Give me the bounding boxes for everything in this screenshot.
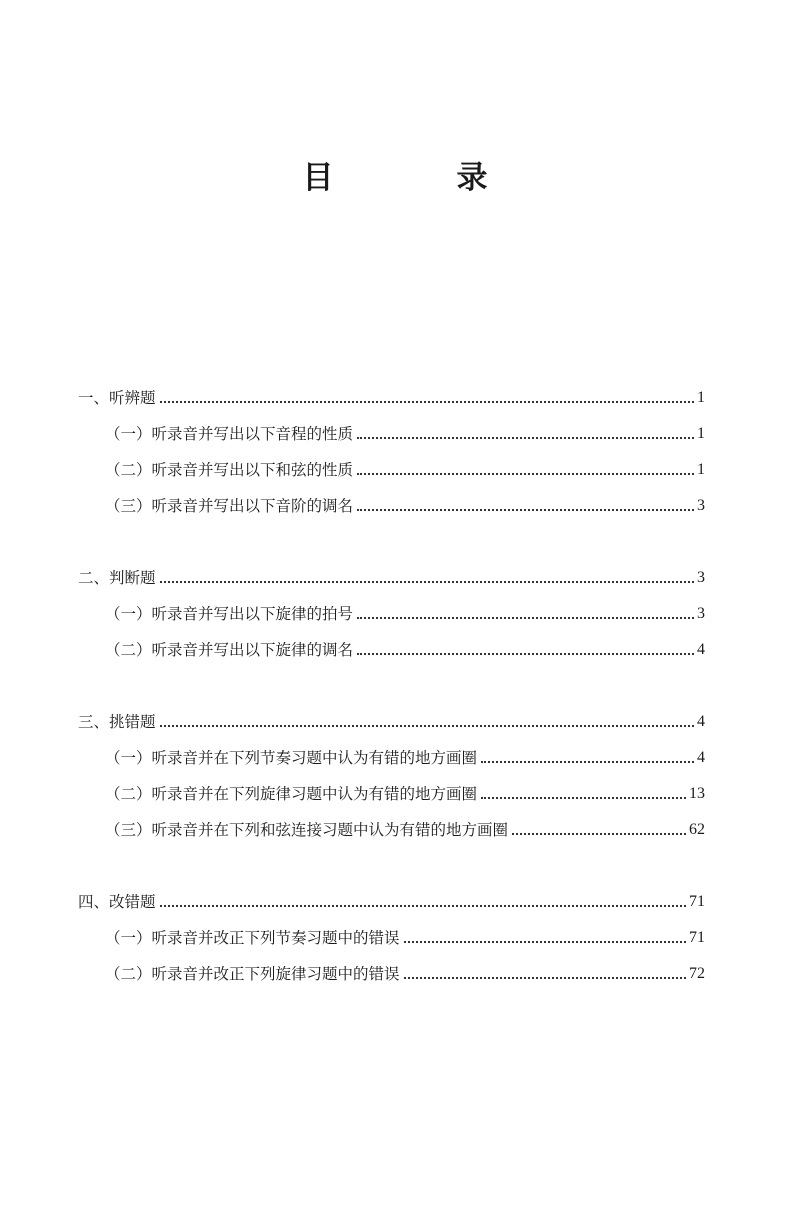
- toc-entry-label: （一）听录音并写出以下音程的性质: [105, 425, 354, 443]
- toc-page-number: 1: [697, 461, 705, 478]
- toc-subentry[interactable]: [78, 912, 705, 948]
- toc-page-number: 71: [689, 893, 705, 910]
- toc-page-number: 3: [697, 605, 705, 622]
- toc-subentry[interactable]: [78, 408, 705, 444]
- dot-leader: [357, 473, 694, 475]
- toc-entry-label: 三、挑错题: [78, 713, 156, 731]
- toc-page-number: 62: [689, 821, 705, 838]
- dot-leader: [160, 401, 694, 403]
- toc-section-1: [78, 372, 705, 516]
- toc-section-3: [78, 696, 705, 840]
- toc-subentry[interactable]: [78, 444, 705, 480]
- toc-subentry[interactable]: [78, 768, 705, 804]
- toc-subentry[interactable]: [78, 804, 705, 840]
- dot-leader: [357, 437, 694, 439]
- toc-subentry[interactable]: [78, 588, 705, 624]
- toc-entry-label: （三）听录音并在下列和弦连接习题中认为有错的地方画圈: [105, 821, 509, 839]
- dot-leader: [357, 617, 694, 619]
- dot-leader: [160, 725, 694, 727]
- toc-entry-label: （三）听录音并写出以下音阶的调名: [105, 497, 354, 515]
- toc-entry-label: （一）听录音并写出以下旋律的拍号: [105, 605, 354, 623]
- toc-page-number: 13: [689, 785, 705, 802]
- toc-page-number: 4: [697, 641, 705, 658]
- toc-entry-label: （二）听录音并改正下列旋律习题中的错误: [105, 965, 400, 983]
- toc-entry[interactable]: [78, 876, 705, 912]
- dot-leader: [512, 833, 686, 835]
- toc-entry[interactable]: [78, 696, 705, 732]
- toc-subentry[interactable]: [78, 732, 705, 768]
- dot-leader: [357, 653, 694, 655]
- toc-entry-label: （二）听录音并写出以下旋律的调名: [105, 641, 354, 659]
- toc-page-number: 3: [697, 569, 705, 586]
- dot-leader: [404, 977, 686, 979]
- toc-entry-label: 一、听辨题: [78, 389, 156, 407]
- toc-entry-label: （二）听录音并在下列旋律习题中认为有错的地方画圈: [105, 785, 478, 803]
- toc-page-number: 3: [697, 497, 705, 514]
- toc-entry[interactable]: [78, 372, 705, 408]
- toc-entry-label: （一）听录音并在下列节奏习题中认为有错的地方画圈: [105, 749, 478, 767]
- toc-page-number: 4: [697, 749, 705, 766]
- toc-page-number: 71: [689, 929, 705, 946]
- page-title: 目 录: [302, 160, 534, 196]
- toc-entry[interactable]: [78, 552, 705, 588]
- toc-page-number: 72: [689, 965, 705, 982]
- toc-subentry[interactable]: [78, 948, 705, 984]
- dot-leader: [481, 761, 694, 763]
- toc-entry-label: （二）听录音并写出以下和弦的性质: [105, 461, 354, 479]
- toc-page-number: 1: [697, 425, 705, 442]
- toc-page-number: 4: [697, 713, 705, 730]
- toc-subentry[interactable]: [78, 624, 705, 660]
- toc-entry-label: 四、改错题: [78, 893, 156, 911]
- toc-entry-label: （一）听录音并改正下列节奏习题中的错误: [105, 929, 400, 947]
- dot-leader: [160, 905, 686, 907]
- toc-section-4: [78, 876, 705, 984]
- toc-section-2: [78, 552, 705, 660]
- dot-leader: [160, 581, 694, 583]
- toc-page-number: 1: [697, 389, 705, 406]
- table-of-contents: [78, 372, 705, 1020]
- dot-leader: [404, 941, 686, 943]
- dot-leader: [481, 797, 686, 799]
- dot-leader: [357, 509, 694, 511]
- toc-subentry[interactable]: [78, 480, 705, 516]
- toc-entry-label: 二、判断题: [78, 569, 156, 587]
